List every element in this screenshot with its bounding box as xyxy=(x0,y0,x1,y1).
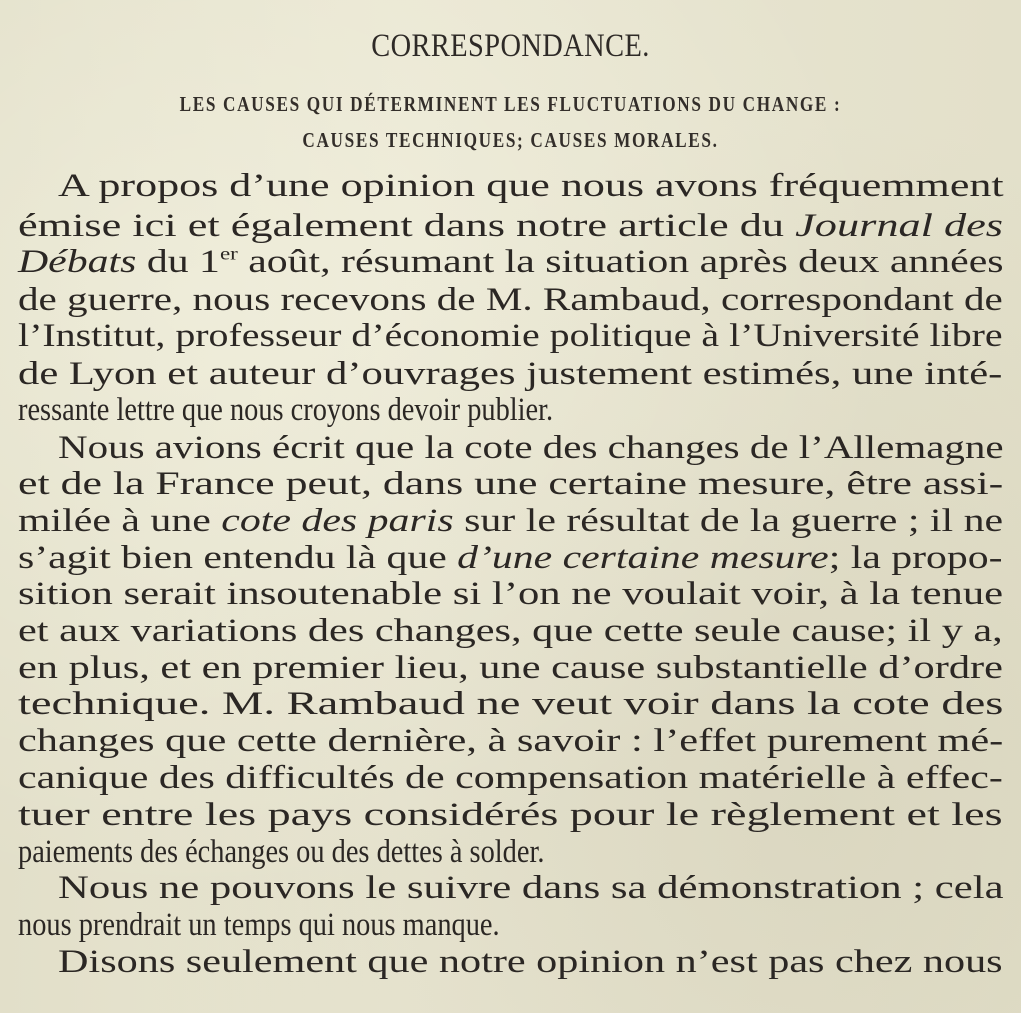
text-run: paiements des échanges ou des dettes à solder. xyxy=(18,834,545,870)
paragraph-line xyxy=(18,613,1003,650)
text-run: milée à une xyxy=(18,503,222,539)
paragraph-line xyxy=(18,318,1003,355)
paragraph-line xyxy=(18,834,1003,871)
text-run: l’Institut, professeur d’économie politique à l’Université libre xyxy=(18,318,1003,354)
italic-phrase: cote des paris xyxy=(221,503,454,539)
text-run: en plus, et en premier lieu, une cause substantielle d’ordre xyxy=(18,650,1003,686)
text-run: sur le résultat de la guerre ; il ne xyxy=(453,503,1004,539)
italic-title: Journal des xyxy=(795,208,1004,244)
paragraph-line xyxy=(18,723,1003,760)
text-run: Nous ne pouvons le suivre dans sa démonstration ; cela xyxy=(58,870,1004,906)
paragraph-line xyxy=(18,392,1003,429)
text-run: nous prendrait un temps qui nous manque. xyxy=(18,907,500,943)
text-run: sition serait insoutenable si l’on ne voulait voir, à la tenue xyxy=(18,576,1004,612)
subtitle-line-1: LES CAUSES QUI DÉTERMINENT LES FLUCTUATIONS DU CHANGE : xyxy=(179,92,842,116)
paragraph-line xyxy=(18,466,1003,503)
paragraph-line xyxy=(18,576,1003,613)
text-run: de guerre, nous recevons de M. Rambaud, correspondant de xyxy=(18,282,1003,318)
paragraph-line xyxy=(18,356,1003,393)
text-run: tuer entre les pays considérés pour le règlement et les xyxy=(18,797,1003,833)
text-run: A propos d’une opinion que nous avons fréquemment xyxy=(58,168,1004,204)
paragraph-line xyxy=(58,944,1003,981)
paragraph-line xyxy=(18,282,1003,319)
text-run: s’agit bien entendu là que xyxy=(18,540,458,576)
paragraph-line xyxy=(18,208,1003,245)
paragraph-line xyxy=(18,244,1003,281)
text-run: Nous avions écrit que la cote des changes de l’Allemagne xyxy=(58,430,1004,466)
subtitle-line-2: CAUSES TECHNIQUES; CAUSES MORALES. xyxy=(302,128,719,152)
superscript: er xyxy=(219,243,238,264)
text-run: Disons seulement que notre opinion n’est pas chez nous xyxy=(58,944,1003,980)
paragraph-line xyxy=(18,650,1003,687)
paragraph-line xyxy=(18,907,1003,944)
text-run: technique. M. Rambaud ne veut voir dans la cote des xyxy=(18,686,1004,722)
text-run: août, résumant la situation après deux années xyxy=(237,244,1004,280)
text-run: et de la France peut, dans une certaine mesure, être assi- xyxy=(18,466,1004,502)
paragraph-line xyxy=(18,540,1003,577)
paragraph-line xyxy=(18,503,1003,540)
text-run: de Lyon et auteur d’ouvrages justement estimés, une inté- xyxy=(18,356,1003,392)
paragraph-line xyxy=(18,797,1003,834)
paragraph-line xyxy=(58,168,1003,205)
italic-title: Débats xyxy=(18,244,137,280)
text-run: ; la propo- xyxy=(828,540,1003,576)
text-run: changes que cette dernière, à savoir : l’effet purement mé- xyxy=(18,723,1004,759)
paragraph-line xyxy=(18,686,1003,723)
text-run: ressante lettre que nous croyons devoir publier. xyxy=(18,392,554,428)
italic-phrase: d’une certaine mesure xyxy=(457,540,829,576)
text-run: du 1 xyxy=(136,244,220,280)
paragraph-line xyxy=(58,430,1003,467)
text-run: émise ici et également dans notre article du xyxy=(18,208,796,244)
paragraph-line xyxy=(18,760,1003,797)
page-title: CORRESPONDANCE. xyxy=(371,28,650,64)
text-run: canique des difficultés de compensation matérielle à effec- xyxy=(18,760,1003,796)
paragraph-line xyxy=(58,870,1003,907)
text-run: et aux variations des changes, que cette seule cause; il y a, xyxy=(18,613,1003,649)
